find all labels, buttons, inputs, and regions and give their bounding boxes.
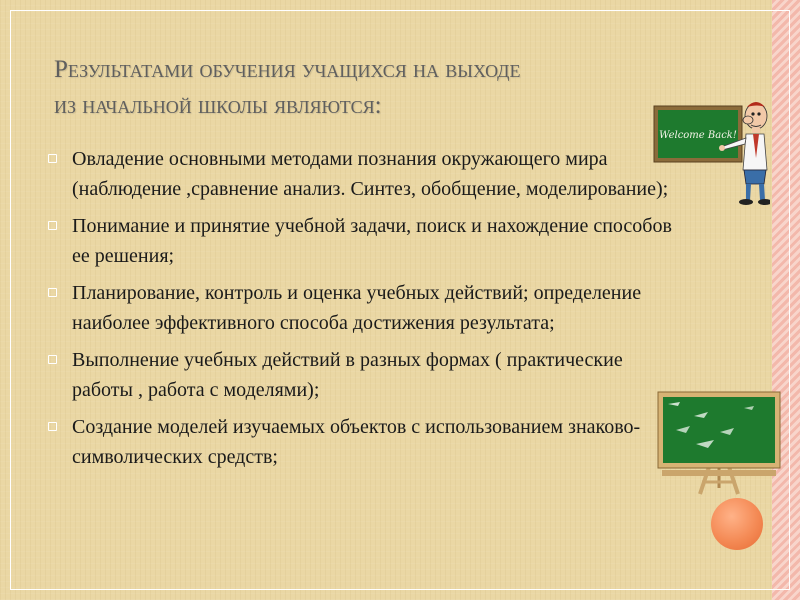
bullet-item-4 bbox=[48, 345, 688, 405]
square-bullet-icon bbox=[48, 422, 57, 431]
orange-circle-decoration bbox=[711, 498, 763, 550]
bullet-text: Овладение основными методами познания окружающего мира (наблюдение ,сравнение анализ. Синтез, обобщение, моделирование); bbox=[72, 148, 669, 200]
blackboard-welcome-text: Welcome Back! bbox=[659, 130, 737, 141]
bullet-item-5 bbox=[48, 412, 688, 472]
bullet-item-3 bbox=[48, 278, 688, 338]
bullet-text: Выполнение учебных действий в разных формах ( практические работы , работа с моделями); bbox=[72, 349, 623, 401]
square-bullet-icon bbox=[48, 221, 57, 230]
square-bullet-icon bbox=[48, 154, 57, 163]
bullet-item-1 bbox=[48, 144, 688, 204]
square-bullet-icon bbox=[48, 288, 57, 297]
bullet-text: Понимание и принятие учебной задачи, поиск и нахождение способов ее решения; bbox=[72, 215, 672, 267]
bullet-list bbox=[48, 144, 688, 479]
title-line-1: Результатами обучения учащихся на выходе bbox=[54, 56, 521, 83]
easel-board-icon bbox=[656, 390, 782, 498]
square-bullet-icon bbox=[48, 355, 57, 364]
teacher-at-blackboard-icon bbox=[652, 98, 770, 208]
slide-title bbox=[54, 52, 694, 124]
bullet-item-2 bbox=[48, 211, 688, 271]
title-line-2: из начальной школы являются: bbox=[54, 92, 382, 119]
bullet-text: Планирование, контроль и оценка учебных действий; определение наиболее эффективного способа достижения результата; bbox=[72, 282, 642, 334]
bullet-text: Создание моделей изучаемых объектов с использованием знаково- символических средств; bbox=[72, 416, 641, 468]
